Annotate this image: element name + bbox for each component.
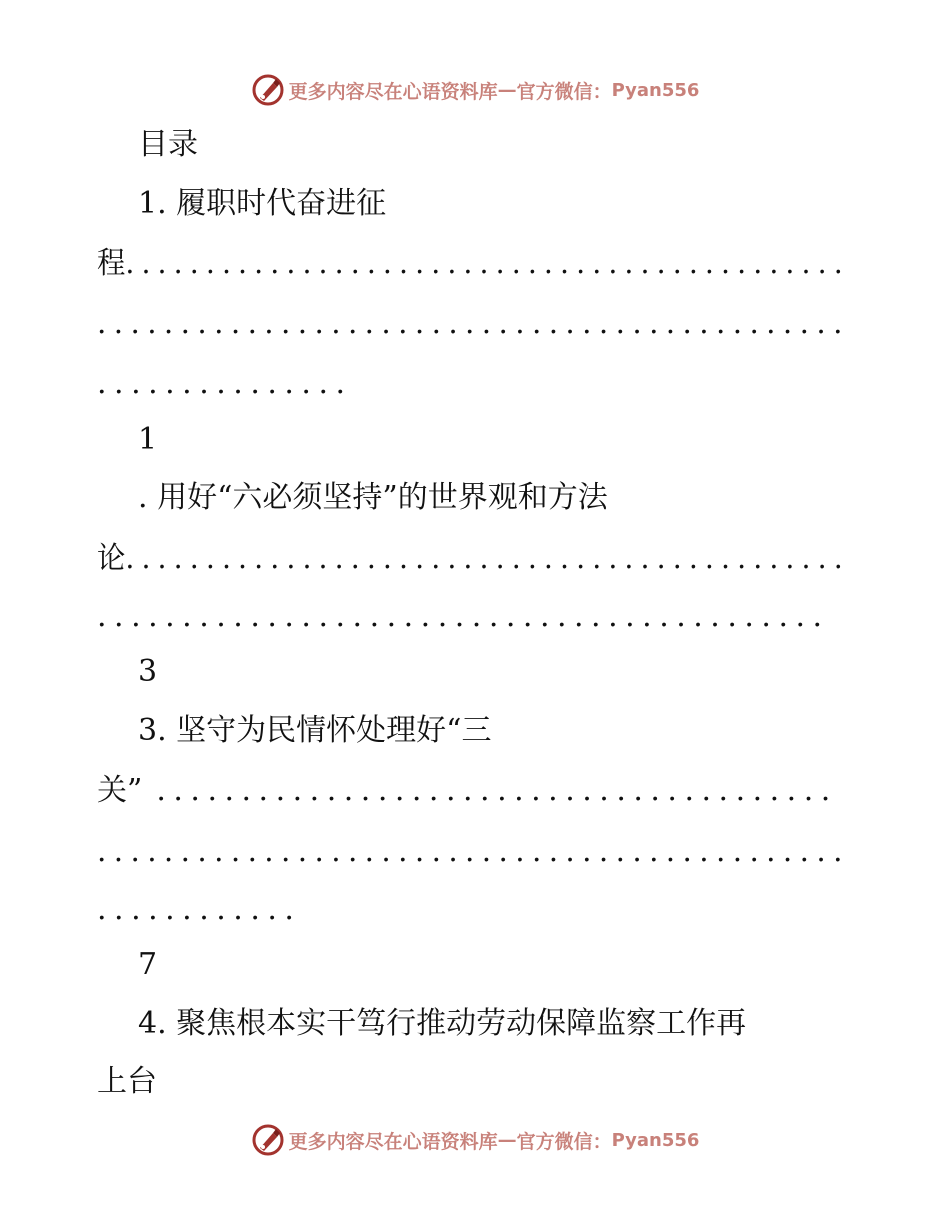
toc-entry-2-title-end: 论 [97,541,126,576]
footer-wechat-label: 官方微信： [516,1130,612,1153]
pen-logo-icon [251,1123,285,1157]
toc-title: 目录 [138,127,198,162]
toc-entry-2-page: 3 [138,654,158,689]
footer-wechat-account: Pyan556 [611,1129,700,1151]
footer-site-text: 更多内容尽在心语资料库 [288,1130,498,1153]
pen-logo-icon [251,73,285,107]
toc-entry-1-dots-1: ............................................. [125,246,850,281]
footer-dash: — [497,1129,517,1151]
toc-entry-2-title: . 用好“六必须坚持”的世界观和方法 [138,480,608,515]
toc-entry-3-title: 3. 坚守为民情怀处理好“三 [138,713,492,748]
header-site-text: 更多内容尽在心语资料库 [288,80,498,103]
toc-entry-3-title-end: 关” [97,773,143,808]
header-dash: — [497,79,517,101]
toc-entry-3-page: 7 [138,947,158,982]
toc-entry-1-page: 1 [138,422,158,457]
toc-entry-1-title-end: 程 [97,246,126,281]
toc-entry-1-title: 1. 履职时代奋进征 [138,186,387,221]
footer-banner [0,1120,950,1160]
header-wechat-label: 官方微信： [516,80,612,103]
toc-entry-3-dots-2: ............................................. [97,834,850,869]
toc-entry-1-leader [97,244,850,284]
header-banner [0,70,950,110]
toc-entry-1-dots-2: ............................................. [97,306,850,341]
toc-entry-2-dots-1: ............................................. [125,541,850,576]
toc-entry-4-title: 4. 聚焦根本实干笃行推动劳动保障监察工作再 [138,1006,747,1041]
toc-entry-3-dots-1: ........................................ [156,773,838,808]
toc-entry-3-leader [97,771,838,811]
toc-entry-2-leader [97,539,850,579]
toc-entry-3-dots-3: ............ [97,892,302,927]
toc-entry-4-title-end: 上台 [97,1064,157,1099]
toc-entry-1-dots-3: ............... [97,366,353,401]
toc-entry-2-dots-2: ........................................... [97,599,830,634]
header-wechat-account: Pyan556 [611,79,700,101]
